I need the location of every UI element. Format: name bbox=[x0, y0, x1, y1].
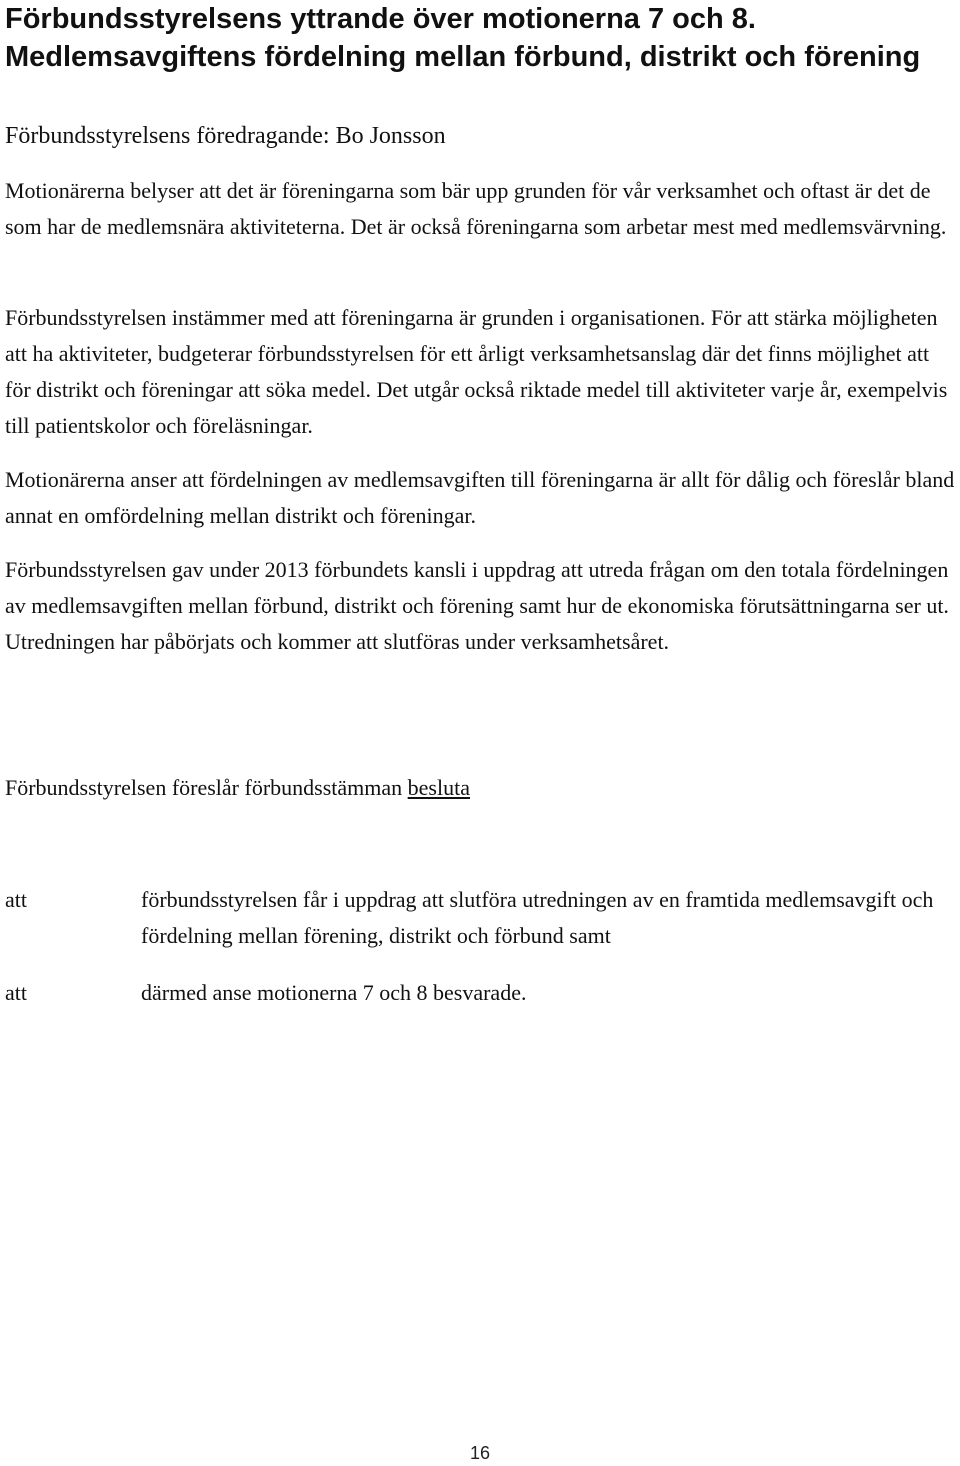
decision-item-label: att bbox=[5, 887, 27, 912]
decision-item-text: förbundsstyrelsen får i uppdrag att slutföra utredningen av en framtida medlemsavgift och fördelning mellan förening, distrikt och förbund samt bbox=[141, 887, 934, 948]
proposal-lead: Förbundsstyrelsen föreslår förbundsstämman bbox=[5, 775, 408, 800]
paragraph-investigation: Förbundsstyrelsen gav under 2013 förbundets kansli i uppdrag att utreda frågan om den totala fördelningen av medlemsavgiften mellan förbund, distrikt och förening samt hur de ekonomiska förutsättningarna ser ut. Utredningen har påbörjats och kommer att slutföras under verksamhetsåret. bbox=[5, 557, 949, 654]
decision-item-label: att bbox=[5, 980, 27, 1005]
document-title: Förbundsstyrelsens yttrande över motionerna 7 och 8. Medlemsavgiftens fördelning mellan förbund, distrikt och förening bbox=[5, 3, 921, 73]
presenter-line: Förbundsstyrelsens föredragande: Bo Jonsson bbox=[5, 123, 446, 149]
paragraph-motion-summary: Motionärerna belyser att det är föreningarna som bär upp grunden för vår verksamhet och oftast är det de som har de medlemsnära aktiviteterna. Det är också föreningarna som arbetar mest med medlemsvärvning. bbox=[5, 178, 947, 239]
decision-item-text: därmed anse motionerna 7 och 8 besvarade. bbox=[141, 980, 527, 1005]
paragraph-motion-view: Motionärerna anser att fördelningen av medlemsavgiften till föreningarna är allt för dålig och föreslår bland annat en omfördelning mellan distrikt och föreningar. bbox=[5, 467, 955, 528]
proposal-underlined-word: besluta bbox=[407, 775, 470, 800]
paragraph-board-response: Förbundsstyrelsen instämmer med att föreningarna är grunden i organisationen. För att stärka möjligheten att ha aktiviteter, budgeterar förbundsstyrelsen för ett årligt verksamhetsanslag där det finns möjlighet att för distrikt och föreningar att söka medel. Det utgår också riktade medel till aktiviteter varje år, exempelvis till patientskolor och föreläsningar. bbox=[5, 305, 948, 438]
proposal-line bbox=[5, 770, 470, 806]
page-number: 16 bbox=[469, 1443, 491, 1463]
